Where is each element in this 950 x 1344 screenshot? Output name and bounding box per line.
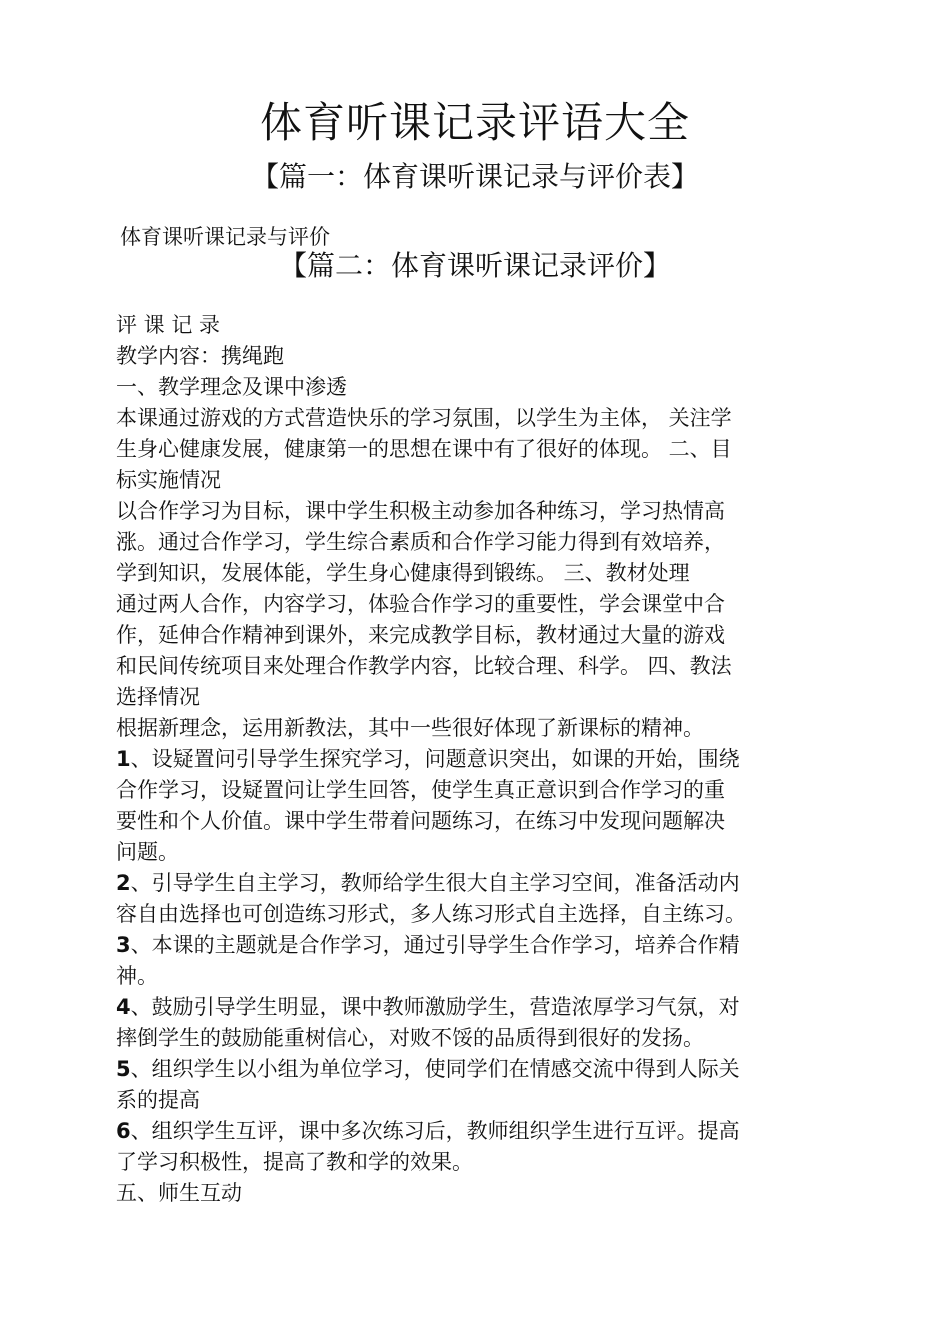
item-1-line <box>116 744 740 774</box>
item-5-line: 系的提高 <box>116 1088 200 1112</box>
item-6-line <box>116 1116 740 1146</box>
item-2-line: 容自由选择也可创造练习形式，多人练习形式自主选择，自主练习。 <box>116 902 746 926</box>
document-title: 体育听课记录评语大全 <box>259 98 690 147</box>
item-5-line <box>116 1054 740 1084</box>
body-line: 涨。通过合作学习，学生综合素质和合作学习能力得到有效培养， <box>116 530 725 554</box>
item-4-line: 摔倒学生的鼓励能重树信心，对败不馁的品质得到很好的发扬。 <box>116 1026 704 1050</box>
body-line: 生身心健康发展，健康第一的思想在课中有了很好的体现。 二、目 <box>116 437 732 461</box>
body-line: 通过两人合作，内容学习，体验合作学习的重要性，学会课堂中合 <box>116 592 725 616</box>
body-line: 教学内容：携绳跑 <box>116 344 284 368</box>
body-line: 标实施情况 <box>116 468 221 492</box>
section1-heading: 【篇一：体育课听课记录与评价表】 <box>250 160 699 193</box>
item-text: 、鼓励引导学生明显，课中教师激励学生，营造浓厚学习气氛，对 <box>130 995 740 1019</box>
item-number: 3 <box>116 933 131 957</box>
item-number: 6 <box>116 1119 131 1143</box>
item-text: 、组织学生以小组为单位学习，使同学们在情感交流中得到人际关 <box>130 1057 740 1081</box>
item-1-line: 问题。 <box>116 840 179 864</box>
item-text: 、组织学生互评，课中多次练习后，教师组织学生进行互评。提高 <box>130 1119 740 1143</box>
item-2-line <box>116 868 740 898</box>
body-line: 一、教学理念及课中渗透 <box>116 375 347 399</box>
closing-line: 五、师生互动 <box>116 1181 242 1205</box>
body-line: 以合作学习为目标，课中学生积极主动参加各种练习，学习热情高 <box>116 499 725 523</box>
body-line: 选择情况 <box>116 685 200 709</box>
body-line: 学到知识，发展体能，学生身心健康得到锻练。 三、教材处理 <box>116 561 690 585</box>
body-line: 和民间传统项目来处理合作教学内容，比较合理、科学。 四、教法 <box>116 654 732 678</box>
item-text: 、引导学生自主学习，教师给学生很大自主学习空间，准备活动内 <box>130 871 740 895</box>
item-6-line: 了学习积极性，提高了教和学的效果。 <box>116 1150 473 1174</box>
section1-text: 体育课听课记录与评价 <box>120 225 330 249</box>
item-1-line: 要性和个人价值。课中学生带着问题练习，在练习中发现问题解决 <box>116 809 725 833</box>
item-number: 2 <box>116 871 131 895</box>
item-3-line <box>116 930 740 960</box>
item-4-line <box>116 992 740 1022</box>
body-line: 评 课 记 录 <box>116 313 221 337</box>
body-line: 本课通过游戏的方式营造快乐的学习氛围，以学生为主体， 关注学 <box>116 406 732 430</box>
item-text: 、本课的主题就是合作学习，通过引导学生合作学习，培养合作精 <box>130 933 740 957</box>
item-1-line: 合作学习，设疑置问让学生回答，使学生真正意识到合作学习的重 <box>116 778 725 802</box>
body-line: 根据新理念，运用新教法，其中一些很好体现了新课标的精神。 <box>116 716 704 740</box>
section2-heading: 【篇二：体育课听课记录评价】 <box>278 249 671 282</box>
body-line: 作，延伸合作精神到课外，来完成教学目标，教材通过大量的游戏 <box>116 623 725 647</box>
item-3-line: 神。 <box>116 964 158 988</box>
item-number: 5 <box>116 1057 131 1081</box>
item-number: 4 <box>116 995 131 1019</box>
item-number: 1 <box>116 747 131 771</box>
item-text: 、设疑置问引导学生探究学习，问题意识突出，如课的开始，围绕 <box>130 747 740 771</box>
